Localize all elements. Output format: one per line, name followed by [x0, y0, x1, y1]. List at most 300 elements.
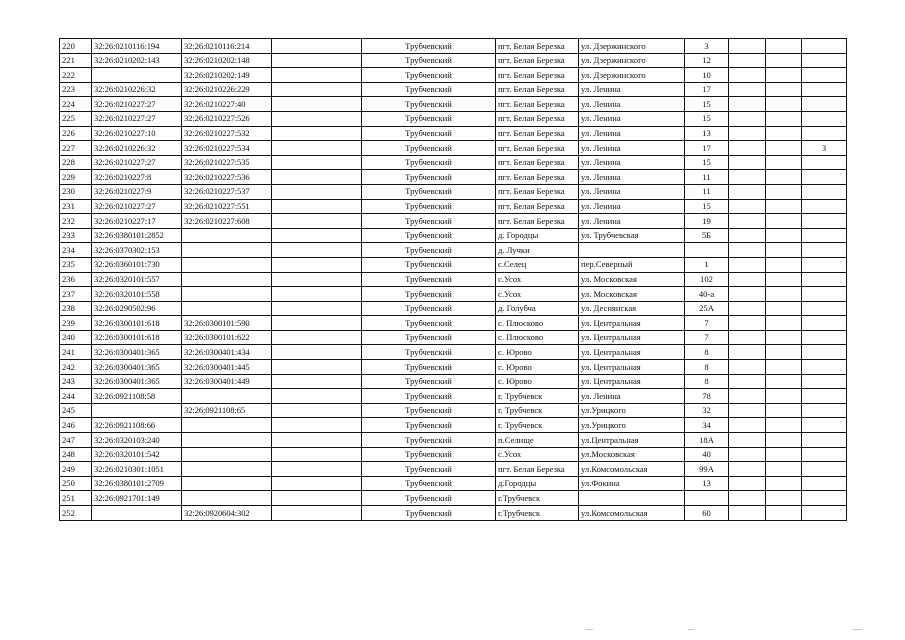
locality-cell: с. Юрово: [496, 345, 579, 360]
house-number-cell: [685, 243, 729, 258]
district-cell: Трубчевский: [362, 330, 496, 345]
row-number: 251: [60, 491, 92, 506]
table-row: [60, 170, 847, 185]
locality-cell: г.Трубчевск: [496, 506, 579, 521]
street-cell: ул.Центральная: [579, 433, 685, 448]
blank-cell: [272, 345, 362, 360]
street-cell: ул. Ленина: [579, 214, 685, 229]
street-cell: ул.Урицкого: [579, 418, 685, 433]
house-number-cell: 11: [685, 184, 729, 199]
blank-cell: [729, 330, 766, 345]
blank-cell: [272, 53, 362, 68]
table-row: [60, 141, 847, 156]
blank-cell: [272, 170, 362, 185]
house-number-cell: 78: [685, 389, 729, 404]
cadastral-number-object: [182, 433, 272, 448]
table-row: [60, 301, 847, 316]
extra-value-cell: [802, 170, 847, 185]
blank-cell: [729, 272, 766, 287]
blank-cell: [766, 491, 802, 506]
locality-cell: с. Юрово: [496, 374, 579, 389]
district-cell: Трубчевский: [362, 257, 496, 272]
cadastral-number-object: 32:26:0210227:536: [182, 170, 272, 185]
locality-cell: с.Усох: [496, 287, 579, 302]
locality-cell: пгт. Белая Березка: [496, 68, 579, 83]
cadastral-number-object: [182, 301, 272, 316]
street-cell: ул. Дзержинского: [579, 68, 685, 83]
cadastral-number-land: 32:26:0921108:58: [92, 389, 182, 404]
row-number: 241: [60, 345, 92, 360]
table-row: [60, 403, 847, 418]
house-number-cell: [685, 491, 729, 506]
row-number: 221: [60, 53, 92, 68]
cadastral-number-land: [92, 506, 182, 521]
blank-cell: [272, 433, 362, 448]
blank-cell: [729, 141, 766, 156]
cadastral-number-object: [182, 257, 272, 272]
street-cell: ул. Ленина: [579, 389, 685, 404]
blank-cell: [766, 257, 802, 272]
table-row: [60, 316, 847, 331]
house-number-cell: 12: [685, 53, 729, 68]
cadastral-number-object: 32:26:0210227:40: [182, 97, 272, 112]
locality-cell: пгт. Белая Березка: [496, 126, 579, 141]
street-cell: ул.Комсомольская: [579, 462, 685, 477]
locality-cell: д. Городцы: [496, 228, 579, 243]
scan-mark: [852, 629, 862, 630]
extra-value-cell: [802, 257, 847, 272]
blank-cell: [729, 433, 766, 448]
house-number-cell: 11: [685, 170, 729, 185]
row-number: 231: [60, 199, 92, 214]
blank-cell: [766, 374, 802, 389]
house-number-cell: 102: [685, 272, 729, 287]
blank-cell: [729, 389, 766, 404]
cadastral-number-land: 32:26:0300101:618: [92, 316, 182, 331]
district-cell: Трубчевский: [362, 170, 496, 185]
district-cell: Трубчевский: [362, 360, 496, 375]
cadastral-number-land: 32:26:0210116:194: [92, 39, 182, 54]
blank-cell: [729, 53, 766, 68]
house-number-cell: 8: [685, 345, 729, 360]
table-row: [60, 462, 847, 477]
blank-cell: [729, 243, 766, 258]
locality-cell: пгт. Белая Березка: [496, 111, 579, 126]
cadastral-number-land: 32:26:0210301:1051: [92, 462, 182, 477]
locality-cell: пгт. Белая Березка: [496, 214, 579, 229]
locality-cell: с.Селец: [496, 257, 579, 272]
district-cell: Трубчевский: [362, 491, 496, 506]
cadastral-number-object: 32:26:0210226:229: [182, 82, 272, 97]
blank-cell: [766, 447, 802, 462]
blank-cell: [729, 447, 766, 462]
table-row: [60, 360, 847, 375]
blank-cell: [272, 316, 362, 331]
blank-cell: [766, 39, 802, 54]
street-cell: ул. Ленина: [579, 97, 685, 112]
locality-cell: пгт. Белая Березка: [496, 53, 579, 68]
cadastral-number-object: 32:26:0921108:65: [182, 403, 272, 418]
district-cell: Трубчевский: [362, 53, 496, 68]
extra-value-cell: [802, 97, 847, 112]
blank-cell: [272, 301, 362, 316]
extra-value-cell: [802, 214, 847, 229]
house-number-cell: 10: [685, 68, 729, 83]
registry-table: [59, 38, 847, 521]
house-number-cell: 13: [685, 476, 729, 491]
locality-cell: г. Трубчевск: [496, 418, 579, 433]
locality-cell: пгт. Белая Березка: [496, 462, 579, 477]
extra-value-cell: [802, 82, 847, 97]
house-number-cell: 15: [685, 111, 729, 126]
blank-cell: [766, 155, 802, 170]
cadastral-number-land: 32:26:0210227:27: [92, 97, 182, 112]
blank-cell: [766, 111, 802, 126]
blank-cell: [272, 287, 362, 302]
blank-cell: [272, 447, 362, 462]
street-cell: ул. Центральная: [579, 316, 685, 331]
cadastral-number-object: 32:26:0920604:302: [182, 506, 272, 521]
cadastral-number-object: [182, 228, 272, 243]
extra-value-cell: [802, 476, 847, 491]
blank-cell: [272, 82, 362, 97]
locality-cell: п.Селище: [496, 433, 579, 448]
extra-value-cell: [802, 506, 847, 521]
cadastral-number-object: 32:26:0210227:535: [182, 155, 272, 170]
table-row: [60, 433, 847, 448]
blank-cell: [729, 82, 766, 97]
extra-value-cell: 3: [802, 141, 847, 156]
cadastral-number-land: 32:26:0300401:365: [92, 360, 182, 375]
table-row: [60, 476, 847, 491]
blank-cell: [272, 476, 362, 491]
extra-value-cell: [802, 184, 847, 199]
cadastral-number-object: 32:26:0210202:149: [182, 68, 272, 83]
row-number: 248: [60, 447, 92, 462]
blank-cell: [729, 418, 766, 433]
house-number-cell: 25А: [685, 301, 729, 316]
row-number: 236: [60, 272, 92, 287]
extra-value-cell: [802, 243, 847, 258]
row-number: 249: [60, 462, 92, 477]
row-number: 229: [60, 170, 92, 185]
blank-cell: [729, 491, 766, 506]
street-cell: ул. Ленина: [579, 184, 685, 199]
extra-value-cell: [802, 199, 847, 214]
street-cell: ул. Ленина: [579, 170, 685, 185]
blank-cell: [272, 228, 362, 243]
row-number: 223: [60, 82, 92, 97]
table-row: [60, 243, 847, 258]
district-cell: Трубчевский: [362, 141, 496, 156]
table-row: [60, 491, 847, 506]
district-cell: Трубчевский: [362, 214, 496, 229]
extra-value-cell: [802, 316, 847, 331]
table-row: [60, 53, 847, 68]
cadastral-number-land: 32:26:0380101:2709: [92, 476, 182, 491]
row-number: 252: [60, 506, 92, 521]
blank-cell: [766, 360, 802, 375]
house-number-cell: 5Б: [685, 228, 729, 243]
blank-cell: [272, 214, 362, 229]
blank-cell: [729, 111, 766, 126]
blank-cell: [272, 257, 362, 272]
blank-cell: [766, 68, 802, 83]
row-number: 238: [60, 301, 92, 316]
street-cell: ул. Московская: [579, 287, 685, 302]
street-cell: пер.Северный: [579, 257, 685, 272]
house-number-cell: 99А: [685, 462, 729, 477]
house-number-cell: 8: [685, 360, 729, 375]
cadastral-number-land: [92, 68, 182, 83]
cadastral-number-land: 32:26:0210227:27: [92, 111, 182, 126]
street-cell: ул. Ленина: [579, 141, 685, 156]
house-number-cell: 7: [685, 316, 729, 331]
cadastral-number-object: 32:26:0210227:532: [182, 126, 272, 141]
district-cell: Трубчевский: [362, 82, 496, 97]
blank-cell: [272, 243, 362, 258]
street-cell: ул. Ленина: [579, 111, 685, 126]
table-row: [60, 68, 847, 83]
house-number-cell: 18А: [685, 433, 729, 448]
street-cell: ул. Деснянская: [579, 301, 685, 316]
blank-cell: [272, 141, 362, 156]
blank-cell: [729, 462, 766, 477]
street-cell: ул. Московская: [579, 272, 685, 287]
cadastral-number-land: 32:26:0210227:27: [92, 155, 182, 170]
row-number: 250: [60, 476, 92, 491]
extra-value-cell: [802, 447, 847, 462]
row-number: 230: [60, 184, 92, 199]
extra-value-cell: [802, 403, 847, 418]
registry-rows: [60, 39, 847, 521]
extra-value-cell: [802, 389, 847, 404]
row-number: 225: [60, 111, 92, 126]
blank-cell: [766, 53, 802, 68]
table-row: [60, 418, 847, 433]
locality-cell: с.Усох: [496, 447, 579, 462]
locality-cell: пгт. Белая Березка: [496, 155, 579, 170]
scan-mark: [585, 629, 593, 630]
blank-cell: [729, 287, 766, 302]
cadastral-number-object: 32:26:0210227:551: [182, 199, 272, 214]
blank-cell: [272, 272, 362, 287]
district-cell: Трубчевский: [362, 184, 496, 199]
cadastral-number-object: 32:26:0210227:534: [182, 141, 272, 156]
extra-value-cell: [802, 155, 847, 170]
cadastral-number-land: 32:26:0210202:143: [92, 53, 182, 68]
blank-cell: [729, 506, 766, 521]
blank-cell: [729, 214, 766, 229]
table-row: [60, 155, 847, 170]
district-cell: Трубчевский: [362, 316, 496, 331]
blank-cell: [766, 433, 802, 448]
row-number: 226: [60, 126, 92, 141]
blank-cell: [766, 228, 802, 243]
cadastral-number-land: 32:26:0210227:10: [92, 126, 182, 141]
locality-cell: пгт. Белая Березка: [496, 39, 579, 54]
row-number: 222: [60, 68, 92, 83]
row-number: 244: [60, 389, 92, 404]
locality-cell: г. Трубчевск: [496, 389, 579, 404]
blank-cell: [272, 39, 362, 54]
street-cell: ул. Ленина: [579, 82, 685, 97]
blank-cell: [729, 301, 766, 316]
row-number: 234: [60, 243, 92, 258]
locality-cell: пгт. Белая Березка: [496, 199, 579, 214]
blank-cell: [272, 374, 362, 389]
extra-value-cell: [802, 345, 847, 360]
cadastral-number-land: 32:26:0921108:66: [92, 418, 182, 433]
house-number-cell: 15: [685, 199, 729, 214]
blank-cell: [729, 476, 766, 491]
locality-cell: с. Юрово: [496, 360, 579, 375]
house-number-cell: 1: [685, 257, 729, 272]
district-cell: Трубчевский: [362, 403, 496, 418]
blank-cell: [766, 184, 802, 199]
street-cell: ул. Ленина: [579, 126, 685, 141]
row-number: 233: [60, 228, 92, 243]
row-number: 247: [60, 433, 92, 448]
blank-cell: [729, 403, 766, 418]
cadastral-number-object: 32:26:0210202:148: [182, 53, 272, 68]
table-row: [60, 374, 847, 389]
street-cell: ул. Центральная: [579, 360, 685, 375]
blank-cell: [272, 97, 362, 112]
street-cell: [579, 243, 685, 258]
row-number: 246: [60, 418, 92, 433]
blank-cell: [729, 39, 766, 54]
street-cell: ул. Центральная: [579, 330, 685, 345]
extra-value-cell: [802, 68, 847, 83]
blank-cell: [766, 141, 802, 156]
cadastral-number-object: [182, 418, 272, 433]
cadastral-number-land: 32:26:0210227:9: [92, 184, 182, 199]
row-number: 242: [60, 360, 92, 375]
table-row: [60, 199, 847, 214]
blank-cell: [729, 374, 766, 389]
cadastral-number-land: 32:26:0320101:557: [92, 272, 182, 287]
extra-value-cell: [802, 433, 847, 448]
locality-cell: д. Голубча: [496, 301, 579, 316]
blank-cell: [766, 301, 802, 316]
district-cell: Трубчевский: [362, 447, 496, 462]
district-cell: Трубчевский: [362, 155, 496, 170]
table-row: [60, 97, 847, 112]
blank-cell: [766, 389, 802, 404]
row-number: 245: [60, 403, 92, 418]
table-row: [60, 111, 847, 126]
blank-cell: [729, 345, 766, 360]
table-row: [60, 228, 847, 243]
cadastral-number-land: 32:26:0300401:365: [92, 345, 182, 360]
blank-cell: [272, 111, 362, 126]
blank-cell: [766, 462, 802, 477]
locality-cell: д. Лучки: [496, 243, 579, 258]
blank-cell: [766, 316, 802, 331]
house-number-cell: 34: [685, 418, 729, 433]
blank-cell: [766, 418, 802, 433]
locality-cell: д.Городцы: [496, 476, 579, 491]
blank-cell: [272, 389, 362, 404]
street-cell: ул. Центральная: [579, 374, 685, 389]
district-cell: Трубчевский: [362, 301, 496, 316]
blank-cell: [766, 243, 802, 258]
cadastral-number-land: 32:26:0210227:17: [92, 214, 182, 229]
scan-mark: [688, 629, 694, 630]
cadastral-number-land: 32:26:0210226:32: [92, 141, 182, 156]
cadastral-number-object: 32:26:0210227:608: [182, 214, 272, 229]
blank-cell: [729, 199, 766, 214]
district-cell: Трубчевский: [362, 68, 496, 83]
cadastral-number-land: 32:26:0300101:618: [92, 330, 182, 345]
row-number: 220: [60, 39, 92, 54]
blank-cell: [766, 330, 802, 345]
cadastral-number-object: [182, 243, 272, 258]
table-row: [60, 184, 847, 199]
extra-value-cell: [802, 53, 847, 68]
row-number: 227: [60, 141, 92, 156]
table-row: [60, 257, 847, 272]
cadastral-number-object: [182, 389, 272, 404]
blank-cell: [729, 228, 766, 243]
table-row: [60, 39, 847, 54]
cadastral-number-land: 32:26:0320103:240: [92, 433, 182, 448]
blank-cell: [729, 257, 766, 272]
blank-cell: [729, 97, 766, 112]
cadastral-number-land: 32:26:0320101:558: [92, 287, 182, 302]
house-number-cell: 7: [685, 330, 729, 345]
district-cell: Трубчевский: [362, 433, 496, 448]
house-number-cell: 60: [685, 506, 729, 521]
table-row: [60, 447, 847, 462]
cadastral-number-object: 32:26:0300401:445: [182, 360, 272, 375]
district-cell: Трубчевский: [362, 39, 496, 54]
locality-cell: г. Трубчевск: [496, 403, 579, 418]
cadastral-number-object: 32:26:0300101:590: [182, 316, 272, 331]
locality-cell: пгт. Белая Березка: [496, 97, 579, 112]
district-cell: Трубчевский: [362, 345, 496, 360]
row-number: 243: [60, 374, 92, 389]
blank-cell: [766, 287, 802, 302]
table-row: [60, 214, 847, 229]
extra-value-cell: [802, 462, 847, 477]
extra-value-cell: [802, 228, 847, 243]
blank-cell: [272, 155, 362, 170]
blank-cell: [766, 476, 802, 491]
cadastral-number-object: 32:26:0300401:449: [182, 374, 272, 389]
blank-cell: [766, 199, 802, 214]
extra-value-cell: [802, 272, 847, 287]
house-number-cell: 40: [685, 447, 729, 462]
street-cell: ул. Трубчевская: [579, 228, 685, 243]
row-number: 240: [60, 330, 92, 345]
blank-cell: [272, 462, 362, 477]
locality-cell: с. Плюсково: [496, 316, 579, 331]
street-cell: ул. Ленина: [579, 199, 685, 214]
blank-cell: [272, 330, 362, 345]
cadastral-number-land: 32:26:0320101:542: [92, 447, 182, 462]
district-cell: Трубчевский: [362, 126, 496, 141]
table-row: [60, 287, 847, 302]
blank-cell: [272, 506, 362, 521]
row-number: 237: [60, 287, 92, 302]
house-number-cell: 17: [685, 141, 729, 156]
cadastral-number-object: 32:26:0300101:622: [182, 330, 272, 345]
cadastral-number-object: 32:26:0210227:537: [182, 184, 272, 199]
street-cell: ул. Дзержинского: [579, 39, 685, 54]
row-number: 224: [60, 97, 92, 112]
